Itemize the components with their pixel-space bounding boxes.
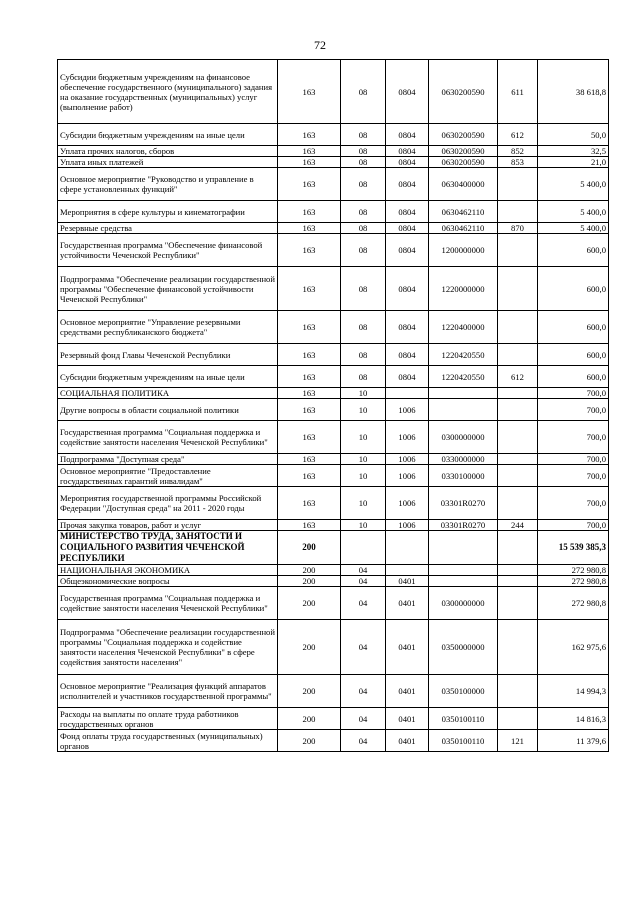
row-section-code: 08 [341, 201, 386, 223]
row-expense-type: 852 [498, 146, 538, 157]
row-amount: 600,0 [538, 344, 609, 366]
row-expense-type [498, 399, 538, 421]
row-ministry-code: 163 [278, 311, 341, 344]
table-row [58, 531, 609, 565]
row-name: Резервные средства [58, 223, 278, 234]
row-subsection-code: 0804 [386, 157, 429, 168]
row-section-code: 08 [341, 157, 386, 168]
row-name: Субсидии бюджетным учреждениям на финансовое обеспечение государственного (муниципального) задания на оказание государственных (муниципальных) услуг (выполнение работ) [58, 60, 278, 124]
row-name: Государственная программа "Социальная поддержка и содействие занятости населения Чеченской Республики" [58, 421, 278, 454]
row-section-code: 08 [341, 124, 386, 146]
table-row [58, 520, 609, 531]
row-amount: 600,0 [538, 311, 609, 344]
row-subsection-code: 1006 [386, 520, 429, 531]
row-name: Фонд оплаты труда государственных (муниципальных) органов [58, 730, 278, 752]
row-section-code: 08 [341, 234, 386, 267]
row-name: Общеэкономические вопросы [58, 576, 278, 587]
row-subsection-code: 0804 [386, 223, 429, 234]
table-row [58, 201, 609, 223]
row-target-article: 0630462110 [429, 201, 498, 223]
table-row [58, 620, 609, 675]
table-row [58, 311, 609, 344]
row-target-article: 0350100110 [429, 708, 498, 730]
row-subsection-code [386, 565, 429, 576]
row-ministry-code: 163 [278, 399, 341, 421]
row-subsection-code: 0804 [386, 366, 429, 388]
row-target-article: 03301R0270 [429, 487, 498, 520]
row-target-article: 1220420550 [429, 344, 498, 366]
row-ministry-code: 200 [278, 708, 341, 730]
row-expense-type: 853 [498, 157, 538, 168]
table-row [58, 675, 609, 708]
row-section-code: 04 [341, 565, 386, 576]
row-subsection-code: 0804 [386, 311, 429, 344]
row-amount: 600,0 [538, 234, 609, 267]
row-amount: 14 994,3 [538, 675, 609, 708]
row-name: Основное мероприятие "Руководство и управление в сфере установленных функций" [58, 168, 278, 201]
row-section-code: 10 [341, 421, 386, 454]
row-section-code: 04 [341, 708, 386, 730]
row-target-article: 0350100110 [429, 730, 498, 752]
row-expense-type [498, 344, 538, 366]
table-row [58, 399, 609, 421]
row-expense-type [498, 587, 538, 620]
table-row [58, 487, 609, 520]
row-target-article [429, 388, 498, 399]
row-amount: 700,0 [538, 487, 609, 520]
row-expense-type [498, 267, 538, 311]
row-section-code: 08 [341, 146, 386, 157]
row-section-code: 10 [341, 399, 386, 421]
row-amount: 700,0 [538, 388, 609, 399]
row-target-article: 1200000000 [429, 234, 498, 267]
row-name: Резервный фонд Главы Чеченской Республики [58, 344, 278, 366]
row-name: Другие вопросы в области социальной политики [58, 399, 278, 421]
row-expense-type [498, 388, 538, 399]
row-ministry-code: 200 [278, 620, 341, 675]
row-amount: 600,0 [538, 366, 609, 388]
row-ministry-code: 163 [278, 421, 341, 454]
row-expense-type [498, 531, 538, 565]
row-section-code: 08 [341, 366, 386, 388]
row-ministry-code: 163 [278, 465, 341, 487]
row-ministry-code: 163 [278, 267, 341, 311]
row-amount: 15 539 385,3 [538, 531, 609, 565]
row-subsection-code: 1006 [386, 487, 429, 520]
page-number: 72 [314, 38, 326, 52]
row-target-article: 1220000000 [429, 267, 498, 311]
row-section-code: 04 [341, 576, 386, 587]
row-target-article: 0630462110 [429, 223, 498, 234]
row-section-code: 10 [341, 487, 386, 520]
table-row [58, 157, 609, 168]
row-amount: 5 400,0 [538, 168, 609, 201]
table-row [58, 344, 609, 366]
row-amount: 5 400,0 [538, 201, 609, 223]
row-subsection-code [386, 531, 429, 565]
row-name: МИНИСТЕРСТВО ТРУДА, ЗАНЯТОСТИ И СОЦИАЛЬНОГО РАЗВИТИЯ ЧЕЧЕНСКОЙ РЕСПУБЛИКИ [58, 531, 278, 565]
row-name: Мероприятия государственной программы Российской Федерации "Доступная среда" на 2011 - 2020 годы [58, 487, 278, 520]
row-target-article: 03301R0270 [429, 520, 498, 531]
row-name: Основное мероприятие "Реализация функций аппаратов исполнителей и участников государственной программы" [58, 675, 278, 708]
row-ministry-code: 163 [278, 168, 341, 201]
row-section-code: 08 [341, 168, 386, 201]
row-expense-type [498, 465, 538, 487]
row-ministry-code: 163 [278, 388, 341, 399]
row-expense-type [498, 311, 538, 344]
row-ministry-code: 200 [278, 675, 341, 708]
row-amount: 700,0 [538, 421, 609, 454]
row-subsection-code: 0804 [386, 60, 429, 124]
table-row [58, 465, 609, 487]
row-ministry-code: 200 [278, 587, 341, 620]
row-target-article: 0630200590 [429, 146, 498, 157]
row-target-article [429, 531, 498, 565]
row-amount: 11 379,6 [538, 730, 609, 752]
table-row [58, 366, 609, 388]
row-amount: 700,0 [538, 399, 609, 421]
row-section-code: 08 [341, 60, 386, 124]
row-ministry-code: 163 [278, 344, 341, 366]
row-name: Подпрограмма "Обеспечение реализации государственной программы "Социальная поддержка и содействие занятости населения Чеченской Республики" в сфере содействия занятости населения" [58, 620, 278, 675]
row-subsection-code: 0401 [386, 708, 429, 730]
row-subsection-code: 0804 [386, 267, 429, 311]
row-section-code: 08 [341, 311, 386, 344]
row-ministry-code: 200 [278, 565, 341, 576]
row-name: Уплата прочих налогов, сборов [58, 146, 278, 157]
table-row [58, 124, 609, 146]
row-name: Государственная программа "Обеспечение финансовой устойчивости Чеченской Республики" [58, 234, 278, 267]
row-amount: 5 400,0 [538, 223, 609, 234]
row-expense-type [498, 620, 538, 675]
row-target-article: 0300000000 [429, 587, 498, 620]
row-ministry-code: 163 [278, 223, 341, 234]
row-name: Расходы на выплаты по оплате труда работников государственных органов [58, 708, 278, 730]
row-expense-type [498, 487, 538, 520]
row-ministry-code: 163 [278, 366, 341, 388]
row-subsection-code: 0401 [386, 730, 429, 752]
row-section-code: 08 [341, 267, 386, 311]
row-section-code [341, 531, 386, 565]
row-subsection-code: 0804 [386, 146, 429, 157]
row-target-article: 1220420550 [429, 366, 498, 388]
row-target-article: 0330000000 [429, 454, 498, 465]
row-target-article: 0350100000 [429, 675, 498, 708]
row-amount: 50,0 [538, 124, 609, 146]
row-target-article: 0630400000 [429, 168, 498, 201]
table-row [58, 267, 609, 311]
row-amount: 600,0 [538, 267, 609, 311]
row-ministry-code: 163 [278, 454, 341, 465]
row-name: Мероприятия в сфере культуры и кинематографии [58, 201, 278, 223]
row-amount: 700,0 [538, 454, 609, 465]
row-subsection-code: 0401 [386, 587, 429, 620]
row-expense-type [498, 168, 538, 201]
row-ministry-code: 163 [278, 201, 341, 223]
row-subsection-code: 0804 [386, 344, 429, 366]
row-name: НАЦИОНАЛЬНАЯ ЭКОНОМИКА [58, 565, 278, 576]
row-target-article: 0350000000 [429, 620, 498, 675]
row-subsection-code: 1006 [386, 465, 429, 487]
row-section-code: 04 [341, 587, 386, 620]
row-subsection-code: 1006 [386, 454, 429, 465]
table-row [58, 223, 609, 234]
row-subsection-code: 0804 [386, 201, 429, 223]
row-expense-type: 612 [498, 124, 538, 146]
row-subsection-code: 0804 [386, 124, 429, 146]
row-section-code: 10 [341, 388, 386, 399]
row-expense-type: 612 [498, 366, 538, 388]
row-expense-type [498, 708, 538, 730]
row-ministry-code: 200 [278, 531, 341, 565]
row-subsection-code: 0401 [386, 620, 429, 675]
row-section-code: 08 [341, 223, 386, 234]
row-target-article [429, 399, 498, 421]
row-amount: 272 980,8 [538, 576, 609, 587]
row-section-code: 04 [341, 620, 386, 675]
row-section-code: 10 [341, 465, 386, 487]
row-amount: 700,0 [538, 520, 609, 531]
row-expense-type [498, 201, 538, 223]
row-name: Основное мероприятие "Предоставление государственных гарантий инвалидам" [58, 465, 278, 487]
table-row [58, 576, 609, 587]
row-amount: 272 980,8 [538, 587, 609, 620]
row-subsection-code [386, 388, 429, 399]
row-target-article: 1220400000 [429, 311, 498, 344]
table-row [58, 234, 609, 267]
row-expense-type: 870 [498, 223, 538, 234]
row-amount: 38 618,8 [538, 60, 609, 124]
row-target-article [429, 565, 498, 576]
row-section-code: 10 [341, 520, 386, 531]
row-subsection-code: 0401 [386, 675, 429, 708]
row-expense-type [498, 234, 538, 267]
table-row [58, 565, 609, 576]
row-target-article: 0630200590 [429, 157, 498, 168]
row-subsection-code: 1006 [386, 421, 429, 454]
row-name: Уплата иных платежей [58, 157, 278, 168]
table-row [58, 454, 609, 465]
row-subsection-code: 0401 [386, 576, 429, 587]
row-name: Подпрограмма "Доступная среда" [58, 454, 278, 465]
row-name: Основное мероприятие "Управление резервными средствами республиканского бюджета" [58, 311, 278, 344]
row-target-article: 0330100000 [429, 465, 498, 487]
row-name: Субсидии бюджетным учреждениям на иные цели [58, 366, 278, 388]
row-expense-type [498, 576, 538, 587]
row-amount: 14 816,3 [538, 708, 609, 730]
row-ministry-code: 200 [278, 730, 341, 752]
table-row [58, 421, 609, 454]
table-row [58, 730, 609, 752]
row-name: Субсидии бюджетным учреждениям на иные цели [58, 124, 278, 146]
row-target-article: 0630200590 [429, 60, 498, 124]
row-expense-type: 611 [498, 60, 538, 124]
table-row [58, 146, 609, 157]
row-ministry-code: 163 [278, 157, 341, 168]
row-expense-type: 121 [498, 730, 538, 752]
table-row [58, 587, 609, 620]
row-subsection-code: 0804 [386, 168, 429, 201]
table-row [58, 60, 609, 124]
row-ministry-code: 200 [278, 576, 341, 587]
row-subsection-code: 0804 [386, 234, 429, 267]
budget-table [57, 59, 609, 752]
table-row [58, 708, 609, 730]
row-ministry-code: 163 [278, 520, 341, 531]
row-amount: 700,0 [538, 465, 609, 487]
row-amount: 21,0 [538, 157, 609, 168]
row-name: Подпрограмма "Обеспечение реализации государственной программы "Обеспечение финансовой устойчивости Чеченской Республики" [58, 267, 278, 311]
row-ministry-code: 163 [278, 487, 341, 520]
row-name: Государственная программа "Социальная поддержка и содействие занятости населения Чеченской Республики" [58, 587, 278, 620]
row-amount: 32,5 [538, 146, 609, 157]
row-section-code: 10 [341, 454, 386, 465]
table-row [58, 388, 609, 399]
row-section-code: 04 [341, 675, 386, 708]
row-amount: 162 975,6 [538, 620, 609, 675]
row-subsection-code: 1006 [386, 399, 429, 421]
row-name: Прочая закупка товаров, работ и услуг [58, 520, 278, 531]
row-section-code: 04 [341, 730, 386, 752]
row-ministry-code: 163 [278, 60, 341, 124]
row-amount: 272 980,8 [538, 565, 609, 576]
row-expense-type [498, 675, 538, 708]
row-target-article: 0300000000 [429, 421, 498, 454]
row-expense-type [498, 454, 538, 465]
row-expense-type [498, 421, 538, 454]
row-section-code: 08 [341, 344, 386, 366]
row-target-article [429, 576, 498, 587]
row-target-article: 0630200590 [429, 124, 498, 146]
row-expense-type: 244 [498, 520, 538, 531]
row-name: СОЦИАЛЬНАЯ ПОЛИТИКА [58, 388, 278, 399]
row-expense-type [498, 565, 538, 576]
table-row [58, 168, 609, 201]
row-ministry-code: 163 [278, 146, 341, 157]
row-ministry-code: 163 [278, 124, 341, 146]
row-ministry-code: 163 [278, 234, 341, 267]
